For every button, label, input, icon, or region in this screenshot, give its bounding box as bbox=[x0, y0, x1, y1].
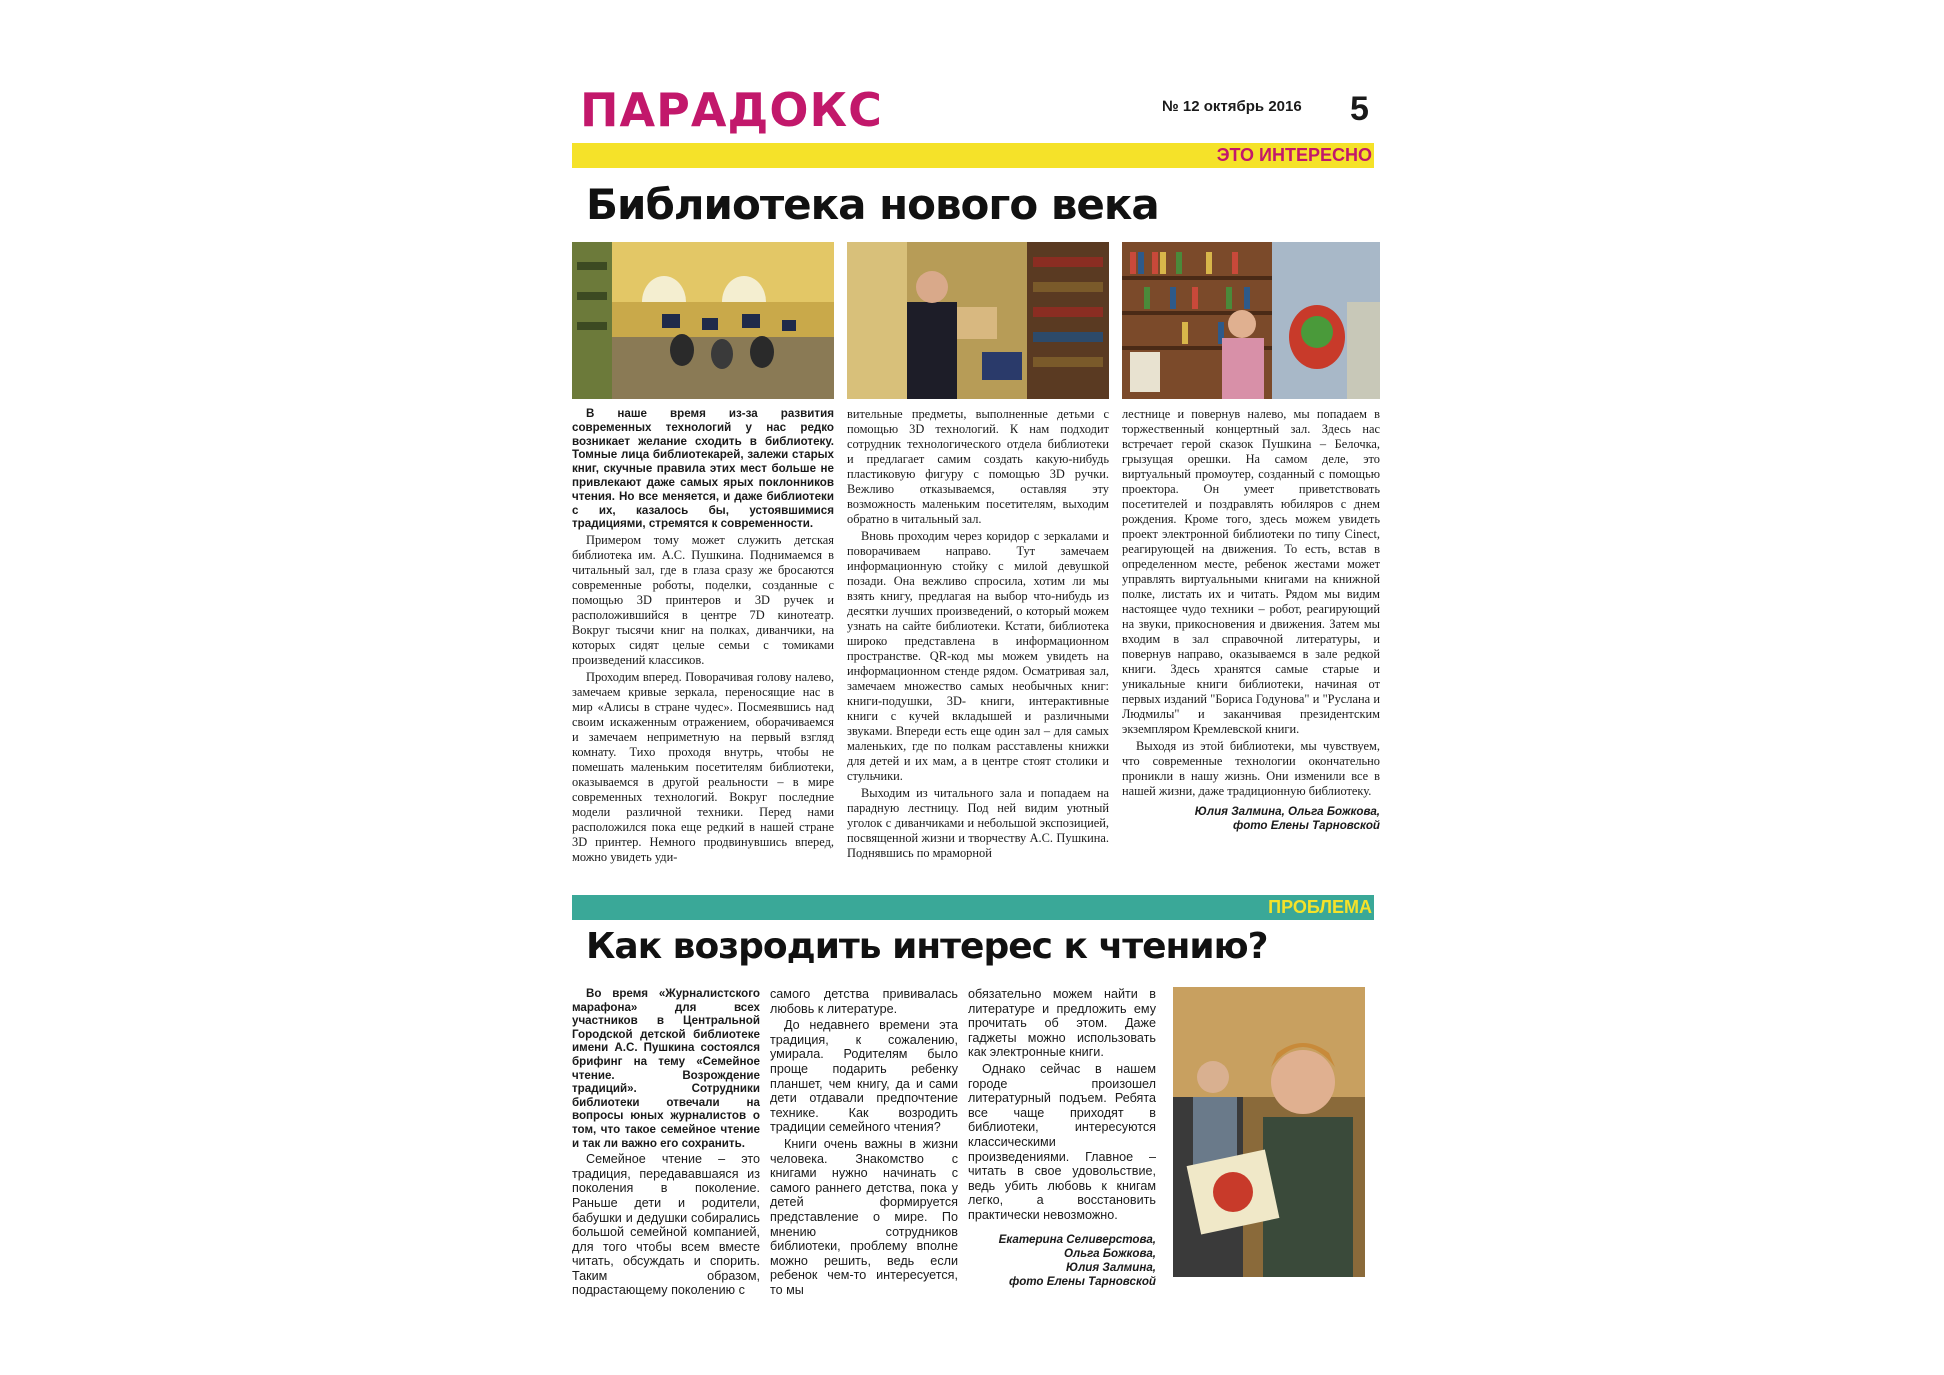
article1-column-1 bbox=[572, 407, 834, 865]
masthead-logo: ПАРАДОКС bbox=[580, 83, 883, 137]
paragraph: Вновь проходим через коридор с зеркалами и поворачиваем направо. Тут замечаем информационную стойку с милой девушкой позади. Она вежливо спросила, хотим ли мы взять книгу, предлагая на выбор что-нибудь из десятки лучших произведений, о который можем узнать на сайте библиотеки. Кстати, библиотека широко представлена в информационном пространстве. QR-код мы можем увидеть на информационном стенде рядом. Осматривая зал, замечаем множество самых необычных книг: книги-подушки, 3D- книги, интерактивные книги с кучей вкладышей и различными звуками. Впереди есть еще один зал – для самых маленьких, где по полкам расставлены книжки для детей и их мам, а в центре стоят столики и стульчики. bbox=[847, 529, 1109, 783]
paragraph: Проходим вперед. Поворачивая голову налево, замечаем кривые зеркала, переносящие нас в мир «Алисы в стране чудес». Посмеявшись над своим искаженным отражением, оборачиваемся и замечаем неприметную на первый взгляд комнату. Тихо проходя внутрь, чтобы не помешать маленьким посетителям библиотеки, оказываемся в другой реальности – в мире современных технологий. Вокруг последние модели различной техники. Перед нами расположился пока еще редкий в нашей стране 3D принтер. Немного продвинувшись вперед, можно увидеть уди- bbox=[572, 670, 834, 865]
article2-column-1 bbox=[572, 987, 760, 1298]
article2-title: Как возродить интерес к чтению? bbox=[586, 926, 1268, 967]
page-number: 5 bbox=[1350, 90, 1369, 128]
newspaper-page bbox=[570, 80, 1380, 1298]
paragraph: Выходим из читального зала и попадаем на парадную лестницу. Под ней видим уютный уголок с диванчиками и небольшой экспозицией, посвященной жизни и творчеству А.С. Пушкина. Поднявшись по мраморной bbox=[847, 786, 1109, 860]
article1-lead: В наше время из-за развития современных технологий у нас редко возникает желание сходить в библиотеку. Томные лица библиотекарей, залежи старых книг, скучные правила этих мест больше не привлекают даже самых ярых поклонников чтения. Но все меняется, и даже библиотеки с их, казалось бы, устоявшимися традициями, стремятся к современности. bbox=[572, 407, 834, 531]
article2-byline bbox=[968, 1233, 1156, 1289]
rubric-interesting: ЭТО ИНТЕРЕСНО bbox=[572, 143, 1374, 168]
paragraph: Однако сейчас в нашем городе произошел литературный подъем. Ребята все чаще приходят в библиотеки, интересуются классическими произведениями. Главное – читать в свое удовольствие, ведь убить любовь к книгам легко, а восстановить практически невозможно. bbox=[968, 1061, 1156, 1222]
paragraph: обязательно можем найти в литературе и предложить ему прочитать об этом. Даже гаджеты можно использовать как электронные книги. bbox=[968, 987, 1156, 1060]
issue-date: № 12 октябрь 2016 bbox=[1162, 98, 1302, 115]
article1-column-3 bbox=[1122, 407, 1380, 833]
paragraph: самого детства прививалась любовь к литературе. bbox=[770, 987, 958, 1016]
paragraph: Примером тому может служить детская библиотека им. А.С. Пушкина. Поднимаемся в читальный зал, где в глаза сразу же бросаются современные роботы, поделки, созданные с помощью 3D принтеров и 3D ручек и расположившийся в центре 7D кинотеатр. Вокруг тысячи книг на полках, диванчики, на которых сидят целые семьи с томиками произведений классиков. bbox=[572, 533, 834, 668]
paragraph: До недавнего времени эта традиция, к сожалению, умирала. Родителям было проще подарить ребенку планшет, чем книгу, да и сами дети отдавали предпочтение технике. Как возродить традиции семейного чтения? bbox=[770, 1018, 958, 1135]
photo-bookshelves bbox=[1122, 242, 1380, 399]
paragraph: Семейное чтение – это традиция, передававшаяся из поколения в поколение. Раньше дети и родители, бабушки и дедушки собирались большой семейной компанией, для того чтобы всем вместе читать, обсуждать и спорить. Таким образом, подрастающему поколению с bbox=[572, 1152, 760, 1298]
paragraph: вительные предметы, выполненные детьми с помощью 3D технологий. К нам подходит сотрудник технологического отдела библиотеки и предлагает самим создать какую-нибудь пластиковую фигуру с помощью 3D ручки. Вежливо отказываемся, оставляя эту возможность маленьким посетителям, выходим обратно в читальный зал. bbox=[847, 407, 1109, 526]
byline-photo: фото Елены Тарновской bbox=[1232, 819, 1380, 832]
paragraph: Выходя из этой библиотеки, мы чувствуем, что современные технологии окончательно проникли в нашу жизнь. Они изменили все в нашей жизни, даже традиционную библиотеку. bbox=[1122, 739, 1380, 798]
article1-column-2 bbox=[847, 407, 1109, 861]
byline-authors: Юлия Залмина, Ольга Божкова, bbox=[1194, 805, 1380, 818]
paragraph: Книги очень важны в жизни человека. Знакомство с книгами нужно начинать с самого раннего детства, пока у детей формируется представление о мире. По мнению сотрудников библиотеки, проблему вполне можно решить, ведь если ребенок чем-то интересуется, то мы bbox=[770, 1136, 958, 1297]
byline-author: Ольга Божкова, bbox=[1064, 1246, 1156, 1260]
article2-lead: Во время «Журналистского марафона» для всех участников в Центральной Городской детской библиотеке имени А.С. Пушкина состоялся брифинг на тему «Семейное чтение. Возрождение традиций». Сотрудники библиотеки отвечали на вопросы юных журналистов о том, что такое семейное чтение и так ли важно его сохранить. bbox=[572, 987, 760, 1150]
photo-boy-reading bbox=[1173, 987, 1365, 1277]
article1-byline bbox=[1122, 805, 1380, 833]
photo-reading-room bbox=[572, 242, 834, 399]
rubric-problem: ПРОБЛЕМА bbox=[572, 895, 1374, 920]
article2-column-2 bbox=[770, 987, 958, 1297]
paragraph: лестнице и повернув налево, мы попадаем в торжественный концертный зал. Здесь нас встречает герой сказок Пушкина – Белочка, грызущая орешки. На самом деле, это виртуальный промоутер, созданный с помощью проектора. Он умеет приветствовать посетителей и поздравлять юбиляров с днем рождения. Кроме того, здесь можем увидеть проект электронной библиотеки по типу Cinect, реагирующей на движения. То есть, встав в определенном месте, ребенок жестами может управлять виртуальными книгами на книжной полке, листать их и читать. Рядом мы видим настоящее чудо техники – робот, реагирующий на звуки, прикосновения и движения. Затем мы входим в зал справочной литературы, и повернув направо, оказываемся в зале редкой книги. Здесь хранятся самые старые и уникальные книги библиотеки, начиная от первых изданий "Бориса Годунова" и "Руслана и Людмилы" и заканчивая президентским экземпляром Кремлевской книги. bbox=[1122, 407, 1380, 736]
article2-column-3 bbox=[968, 987, 1156, 1289]
article1-title: Библиотека нового века bbox=[586, 180, 1159, 229]
byline-author: Юлия Залмина, bbox=[1065, 1260, 1156, 1274]
byline-author: Екатерина Селиверстова, bbox=[998, 1232, 1156, 1246]
byline-photo: фото Елены Тарновской bbox=[1008, 1274, 1156, 1288]
photo-presenter bbox=[847, 242, 1109, 399]
